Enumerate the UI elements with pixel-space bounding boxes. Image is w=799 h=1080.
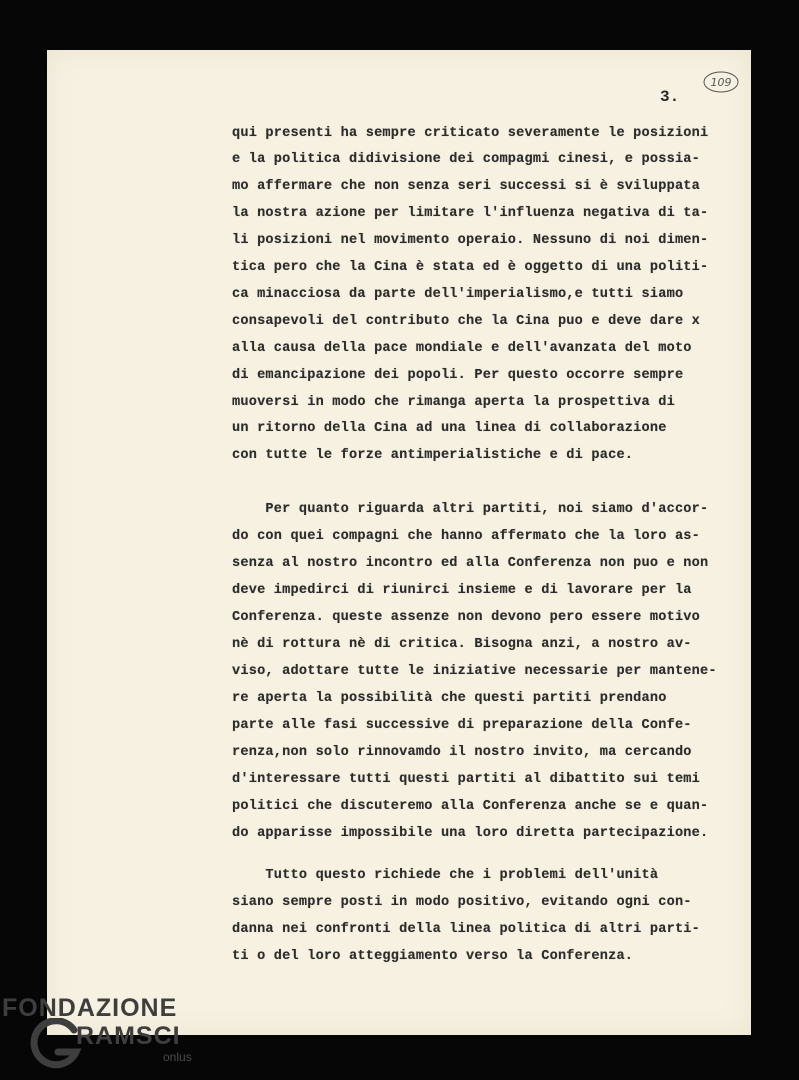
watermark-line2: RAMSCI — [76, 1022, 181, 1050]
text-line: do apparisse impossibile una loro diretta partecipazione. — [232, 826, 709, 841]
text-line: danna nei confronti della linea politica di altri parti- — [232, 922, 701, 937]
text-line: nè di rottura nè di critica. Bisogna anzi, a nostro av- — [232, 637, 692, 652]
text-line: ca minacciosa da parte dell'imperialismo,e tutti siamo — [232, 287, 684, 302]
text-line: re aperta la possibilità che questi partiti prendano — [232, 691, 667, 706]
text-line: con tutte le forze antimperialistiche e di pace. — [232, 448, 634, 463]
text-line: e la politica didivisione dei compagmi cinesi, e possia- — [232, 152, 701, 167]
text-line: Per quanto riguarda altri partiti, noi siamo d'accor- — [232, 502, 709, 517]
watermark-sub: onlus — [163, 1050, 192, 1064]
text-line: parte alle fasi successive di preparazione della Confe- — [232, 718, 692, 733]
text-line: Conferenza. queste assenze non devono pero essere motivo — [232, 610, 701, 625]
text-line: qui presenti ha sempre criticato severamente le posizioni — [232, 126, 709, 141]
text-line: siano sempre posti in modo positivo, evitando ogni con- — [232, 895, 692, 910]
watermark-line1: FONDAZIONE — [2, 994, 178, 1022]
text-line: politici che discuteremo alla Conferenza anche se e quan- — [232, 799, 709, 814]
text-line: un ritorno della Cina ad una linea di collaborazione — [232, 421, 667, 436]
text-line: li posizioni nel movimento operaio. Nessuno di noi dimen- — [232, 233, 709, 248]
text-line: renza,non solo rinnovamdo il nostro invito, ma cercando — [232, 745, 692, 760]
text-line: ti o del loro atteggiamento verso la Conferenza. — [232, 949, 634, 964]
text-line: alla causa della pace mondiale e dell'avanzata del moto — [232, 341, 692, 356]
text-line: muoversi in modo che rimanga aperta la prospettiva di — [232, 395, 675, 410]
text-line: di emancipazione dei popoli. Per questo occorre sempre — [232, 368, 684, 383]
text-line: viso, adottare tutte le iniziative necessarie per mantene- — [232, 664, 717, 679]
text-line: consapevoli del contributo che la Cina puo e deve dare x — [232, 314, 701, 329]
text-line: Tutto questo richiede che i problemi dell'unità — [232, 868, 659, 883]
archive-number: 109 — [710, 76, 732, 89]
text-line: la nostra azione per limitare l'influenza negativa di ta- — [232, 206, 709, 221]
fondazione-gramsci-watermark — [0, 988, 210, 1080]
text-line: senza al nostro incontro ed alla Conferenza non puo e non — [232, 556, 709, 571]
text-line: do con quei compagni che hanno affermato che la loro as- — [232, 529, 701, 544]
page-number: 3. — [660, 88, 680, 106]
text-line: deve impedirci di riunirci insieme e di lavorare per la — [232, 583, 692, 598]
text-line: mo affermare che non senza seri successi si è sviluppata — [232, 179, 701, 194]
text-line: tica pero che la Cina è stata ed è oggetto di una politi- — [232, 260, 709, 275]
text-line: d'interessare tutti questi partiti al dibattito sui temi — [232, 772, 701, 787]
